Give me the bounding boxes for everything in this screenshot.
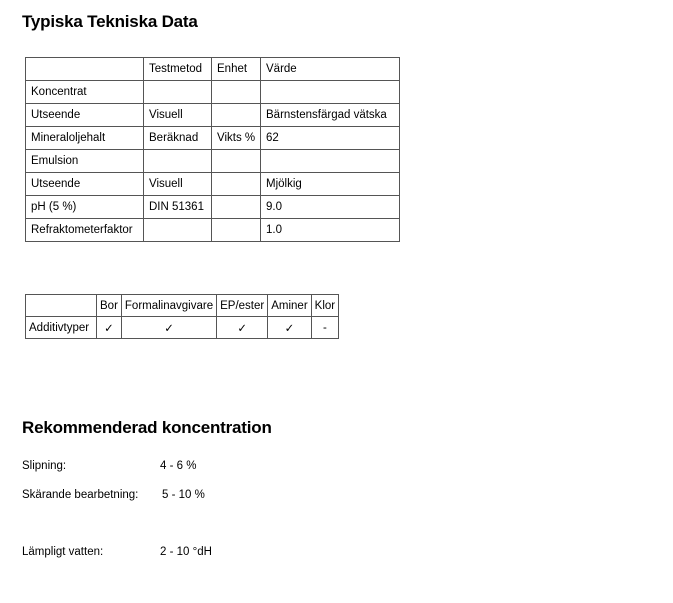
check-mark-icon: ✓: [268, 317, 311, 339]
additive-table: [25, 294, 339, 339]
table-cell: Refraktometerfaktor: [26, 219, 144, 242]
table-cell: Additivtyper: [26, 317, 97, 339]
section-title: Rekommenderad koncentration: [22, 418, 272, 437]
check-mark-icon: ✓: [97, 317, 122, 339]
table-cell: pH (5 %): [26, 196, 144, 219]
recommendation-value: 5 - 10 %: [162, 489, 205, 501]
table-cell: [212, 196, 261, 219]
table-cell: Utseende: [26, 173, 144, 196]
table-row: [26, 173, 400, 196]
recommendation-label: Slipning:: [22, 460, 67, 472]
table-header-row: [26, 58, 400, 81]
table-row: [26, 127, 400, 150]
check-mark-icon: ✓: [121, 317, 216, 339]
table-row: [26, 150, 400, 173]
table-cell: 1.0: [261, 219, 400, 242]
recommendation-value: 4 - 6 %: [160, 460, 197, 472]
table-cell: [212, 173, 261, 196]
recommendation-label: Skärande bearbetning:: [22, 489, 139, 501]
table-row: [26, 317, 339, 339]
table-cell: Vikts %: [212, 127, 261, 150]
table-cell: [261, 81, 400, 104]
header-cell: Aminer: [268, 295, 311, 317]
header-cell: Bor: [97, 295, 122, 317]
table-cell: DIN 51361: [144, 196, 212, 219]
table-cell: Visuell: [144, 173, 212, 196]
table-row: [26, 196, 400, 219]
header-cell: Formalinavgivare: [121, 295, 216, 317]
table-cell: [261, 150, 400, 173]
table-cell: Utseende: [26, 104, 144, 127]
table-cell: Emulsion: [26, 150, 144, 173]
check-mark-icon: ✓: [217, 317, 268, 339]
table-cell: [144, 150, 212, 173]
table-row: [26, 104, 400, 127]
technical-data-table: [25, 57, 400, 242]
table-cell: 9.0: [261, 196, 400, 219]
header-cell: EP/ester: [217, 295, 268, 317]
table-cell: [144, 219, 212, 242]
table-cell: [212, 104, 261, 127]
table-cell: Mjölkig: [261, 173, 400, 196]
recommendation-value: 2 - 10 °dH: [160, 546, 212, 558]
table-cell: [212, 219, 261, 242]
header-cell: [26, 58, 144, 81]
dash-mark: -: [311, 317, 338, 339]
table-cell: Visuell: [144, 104, 212, 127]
header-cell: Värde: [261, 58, 400, 81]
table-cell: Beräknad: [144, 127, 212, 150]
table-cell: [212, 81, 261, 104]
recommendation-label: Lämpligt vatten:: [22, 546, 104, 558]
header-cell: Klor: [311, 295, 338, 317]
table-cell: Bärnstensfärgad vätska: [261, 104, 400, 127]
table-row: [26, 219, 400, 242]
header-cell: Enhet: [212, 58, 261, 81]
table-cell: [212, 150, 261, 173]
table-cell: 62: [261, 127, 400, 150]
header-cell: [26, 295, 97, 317]
table-row: [26, 81, 400, 104]
header-cell: Testmetod: [144, 58, 212, 81]
table-cell: Koncentrat: [26, 81, 144, 104]
table-cell: Mineraloljehalt: [26, 127, 144, 150]
page-title: Typiska Tekniska Data: [22, 12, 198, 31]
table-cell: [144, 81, 212, 104]
table-header-row: [26, 295, 339, 317]
